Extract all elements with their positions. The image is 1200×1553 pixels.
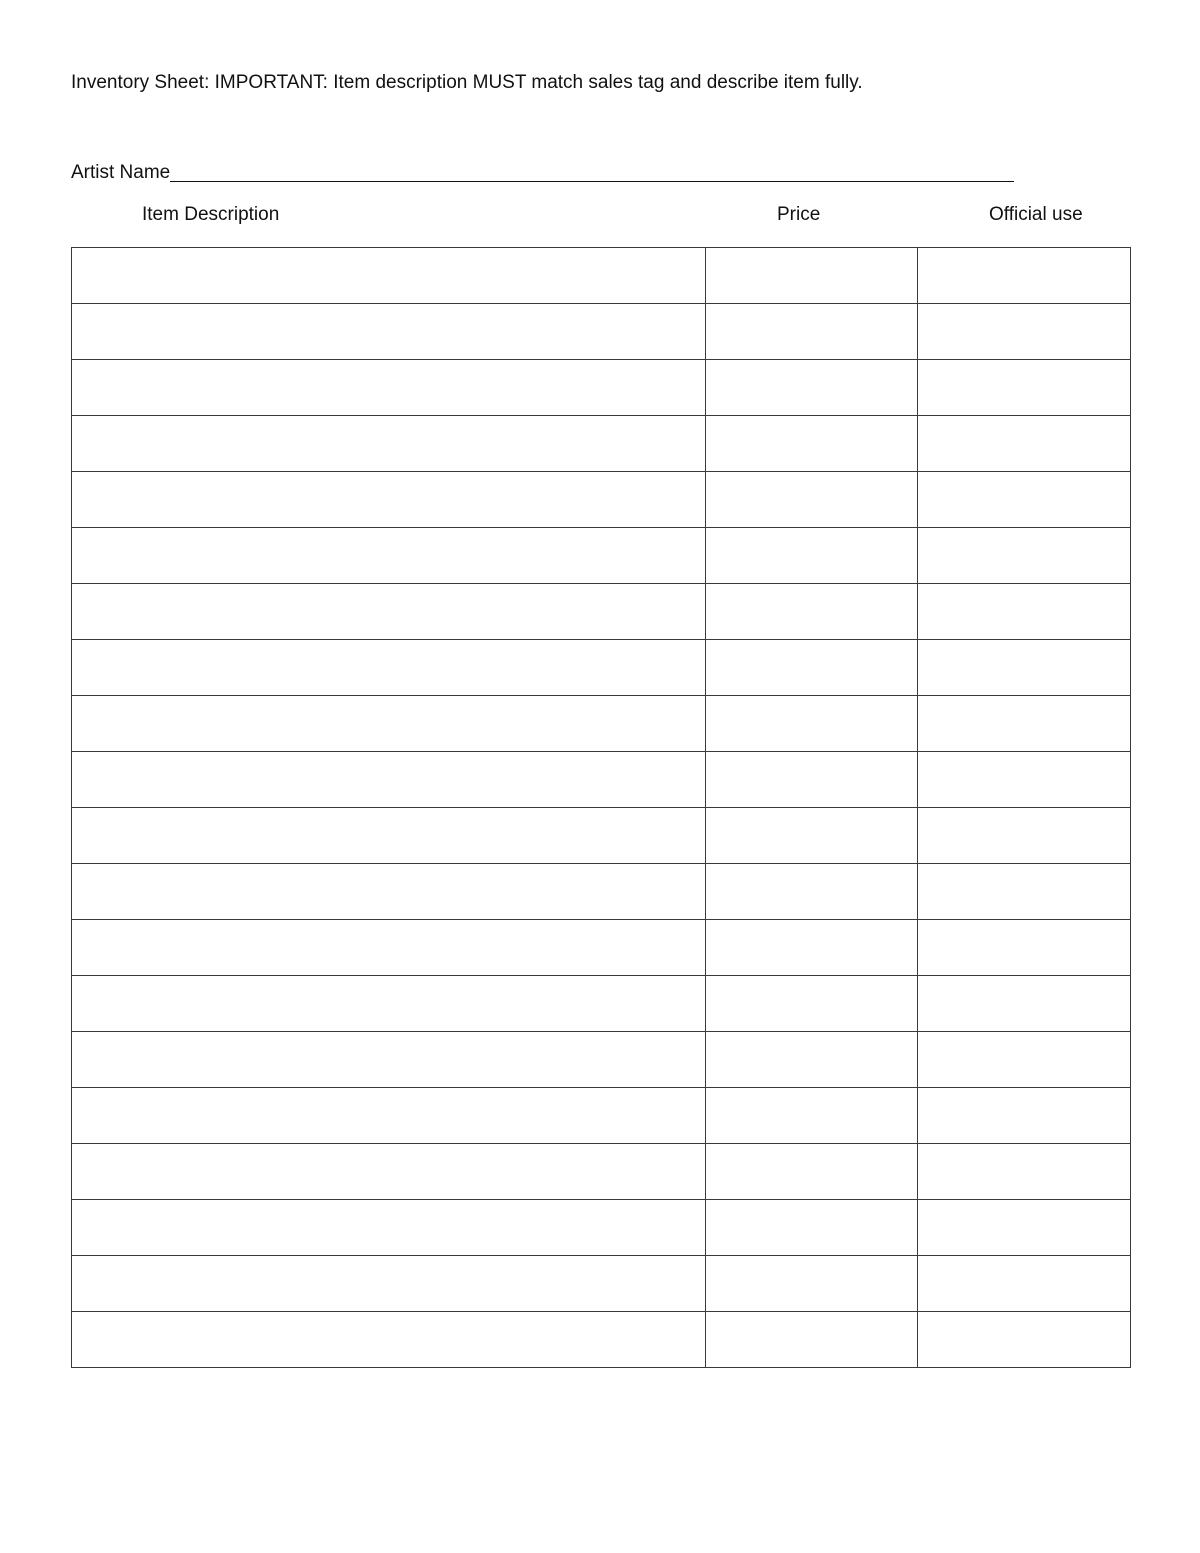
official-use-cell[interactable]	[918, 528, 1131, 584]
price-cell[interactable]	[706, 1144, 918, 1200]
item-description-cell[interactable]	[72, 528, 706, 584]
table-row	[72, 696, 1131, 752]
column-header-price: Price	[777, 204, 821, 225]
column-header-item-description: Item Description	[142, 204, 280, 225]
item-description-cell[interactable]	[72, 1312, 706, 1368]
official-use-cell[interactable]	[918, 808, 1131, 864]
price-cell[interactable]	[706, 1256, 918, 1312]
price-cell[interactable]	[706, 696, 918, 752]
artist-name-input-line[interactable]	[170, 161, 1014, 182]
table-row	[72, 304, 1131, 360]
price-cell[interactable]	[706, 1312, 918, 1368]
official-use-cell[interactable]	[918, 360, 1131, 416]
price-cell[interactable]	[706, 864, 918, 920]
official-use-cell[interactable]	[918, 1032, 1131, 1088]
price-cell[interactable]	[706, 528, 918, 584]
official-use-cell[interactable]	[918, 920, 1131, 976]
price-cell[interactable]	[706, 1032, 918, 1088]
item-description-cell[interactable]	[72, 1200, 706, 1256]
item-description-cell[interactable]	[72, 752, 706, 808]
table-row	[72, 1256, 1131, 1312]
price-cell[interactable]	[706, 1200, 918, 1256]
price-cell[interactable]	[706, 752, 918, 808]
price-cell[interactable]	[706, 584, 918, 640]
price-cell[interactable]	[706, 808, 918, 864]
item-description-cell[interactable]	[72, 304, 706, 360]
item-description-cell[interactable]	[72, 1144, 706, 1200]
item-description-cell[interactable]	[72, 1032, 706, 1088]
price-cell[interactable]	[706, 976, 918, 1032]
official-use-cell[interactable]	[918, 1088, 1131, 1144]
table-row	[72, 808, 1131, 864]
official-use-cell[interactable]	[918, 248, 1131, 304]
inventory-table	[71, 247, 1131, 1368]
price-cell[interactable]	[706, 472, 918, 528]
table-row	[72, 1144, 1131, 1200]
official-use-cell[interactable]	[918, 640, 1131, 696]
table-row	[72, 1032, 1131, 1088]
official-use-cell[interactable]	[918, 1312, 1131, 1368]
item-description-cell[interactable]	[72, 1088, 706, 1144]
item-description-cell[interactable]	[72, 976, 706, 1032]
table-row	[72, 416, 1131, 472]
price-cell[interactable]	[706, 248, 918, 304]
official-use-cell[interactable]	[918, 584, 1131, 640]
table-row	[72, 528, 1131, 584]
inventory-table-body	[72, 248, 1131, 1368]
table-row	[72, 1088, 1131, 1144]
table-row	[72, 976, 1131, 1032]
price-cell[interactable]	[706, 1088, 918, 1144]
price-cell[interactable]	[706, 416, 918, 472]
item-description-cell[interactable]	[72, 472, 706, 528]
table-row	[72, 584, 1131, 640]
item-description-cell[interactable]	[72, 584, 706, 640]
table-row	[72, 920, 1131, 976]
table-row	[72, 752, 1131, 808]
item-description-cell[interactable]	[72, 696, 706, 752]
official-use-cell[interactable]	[918, 1200, 1131, 1256]
table-row	[72, 248, 1131, 304]
artist-name-label: Artist Name	[71, 162, 171, 183]
item-description-cell[interactable]	[72, 248, 706, 304]
page-title: Inventory Sheet: IMPORTANT: Item description MUST match sales tag and describe item fully.	[71, 72, 863, 93]
official-use-cell[interactable]	[918, 416, 1131, 472]
official-use-cell[interactable]	[918, 472, 1131, 528]
official-use-cell[interactable]	[918, 1256, 1131, 1312]
official-use-cell[interactable]	[918, 976, 1131, 1032]
official-use-cell[interactable]	[918, 696, 1131, 752]
item-description-cell[interactable]	[72, 920, 706, 976]
price-cell[interactable]	[706, 640, 918, 696]
column-header-official-use: Official use	[989, 204, 1083, 225]
official-use-cell[interactable]	[918, 864, 1131, 920]
item-description-cell[interactable]	[72, 360, 706, 416]
official-use-cell[interactable]	[918, 752, 1131, 808]
table-row	[72, 472, 1131, 528]
official-use-cell[interactable]	[918, 1144, 1131, 1200]
table-row	[72, 640, 1131, 696]
table-row	[72, 1200, 1131, 1256]
item-description-cell[interactable]	[72, 416, 706, 472]
item-description-cell[interactable]	[72, 864, 706, 920]
table-row	[72, 360, 1131, 416]
price-cell[interactable]	[706, 920, 918, 976]
price-cell[interactable]	[706, 304, 918, 360]
table-row	[72, 1312, 1131, 1368]
artist-name-field	[71, 160, 1014, 184]
table-row	[72, 864, 1131, 920]
item-description-cell[interactable]	[72, 640, 706, 696]
item-description-cell[interactable]	[72, 1256, 706, 1312]
item-description-cell[interactable]	[72, 808, 706, 864]
official-use-cell[interactable]	[918, 304, 1131, 360]
price-cell[interactable]	[706, 360, 918, 416]
